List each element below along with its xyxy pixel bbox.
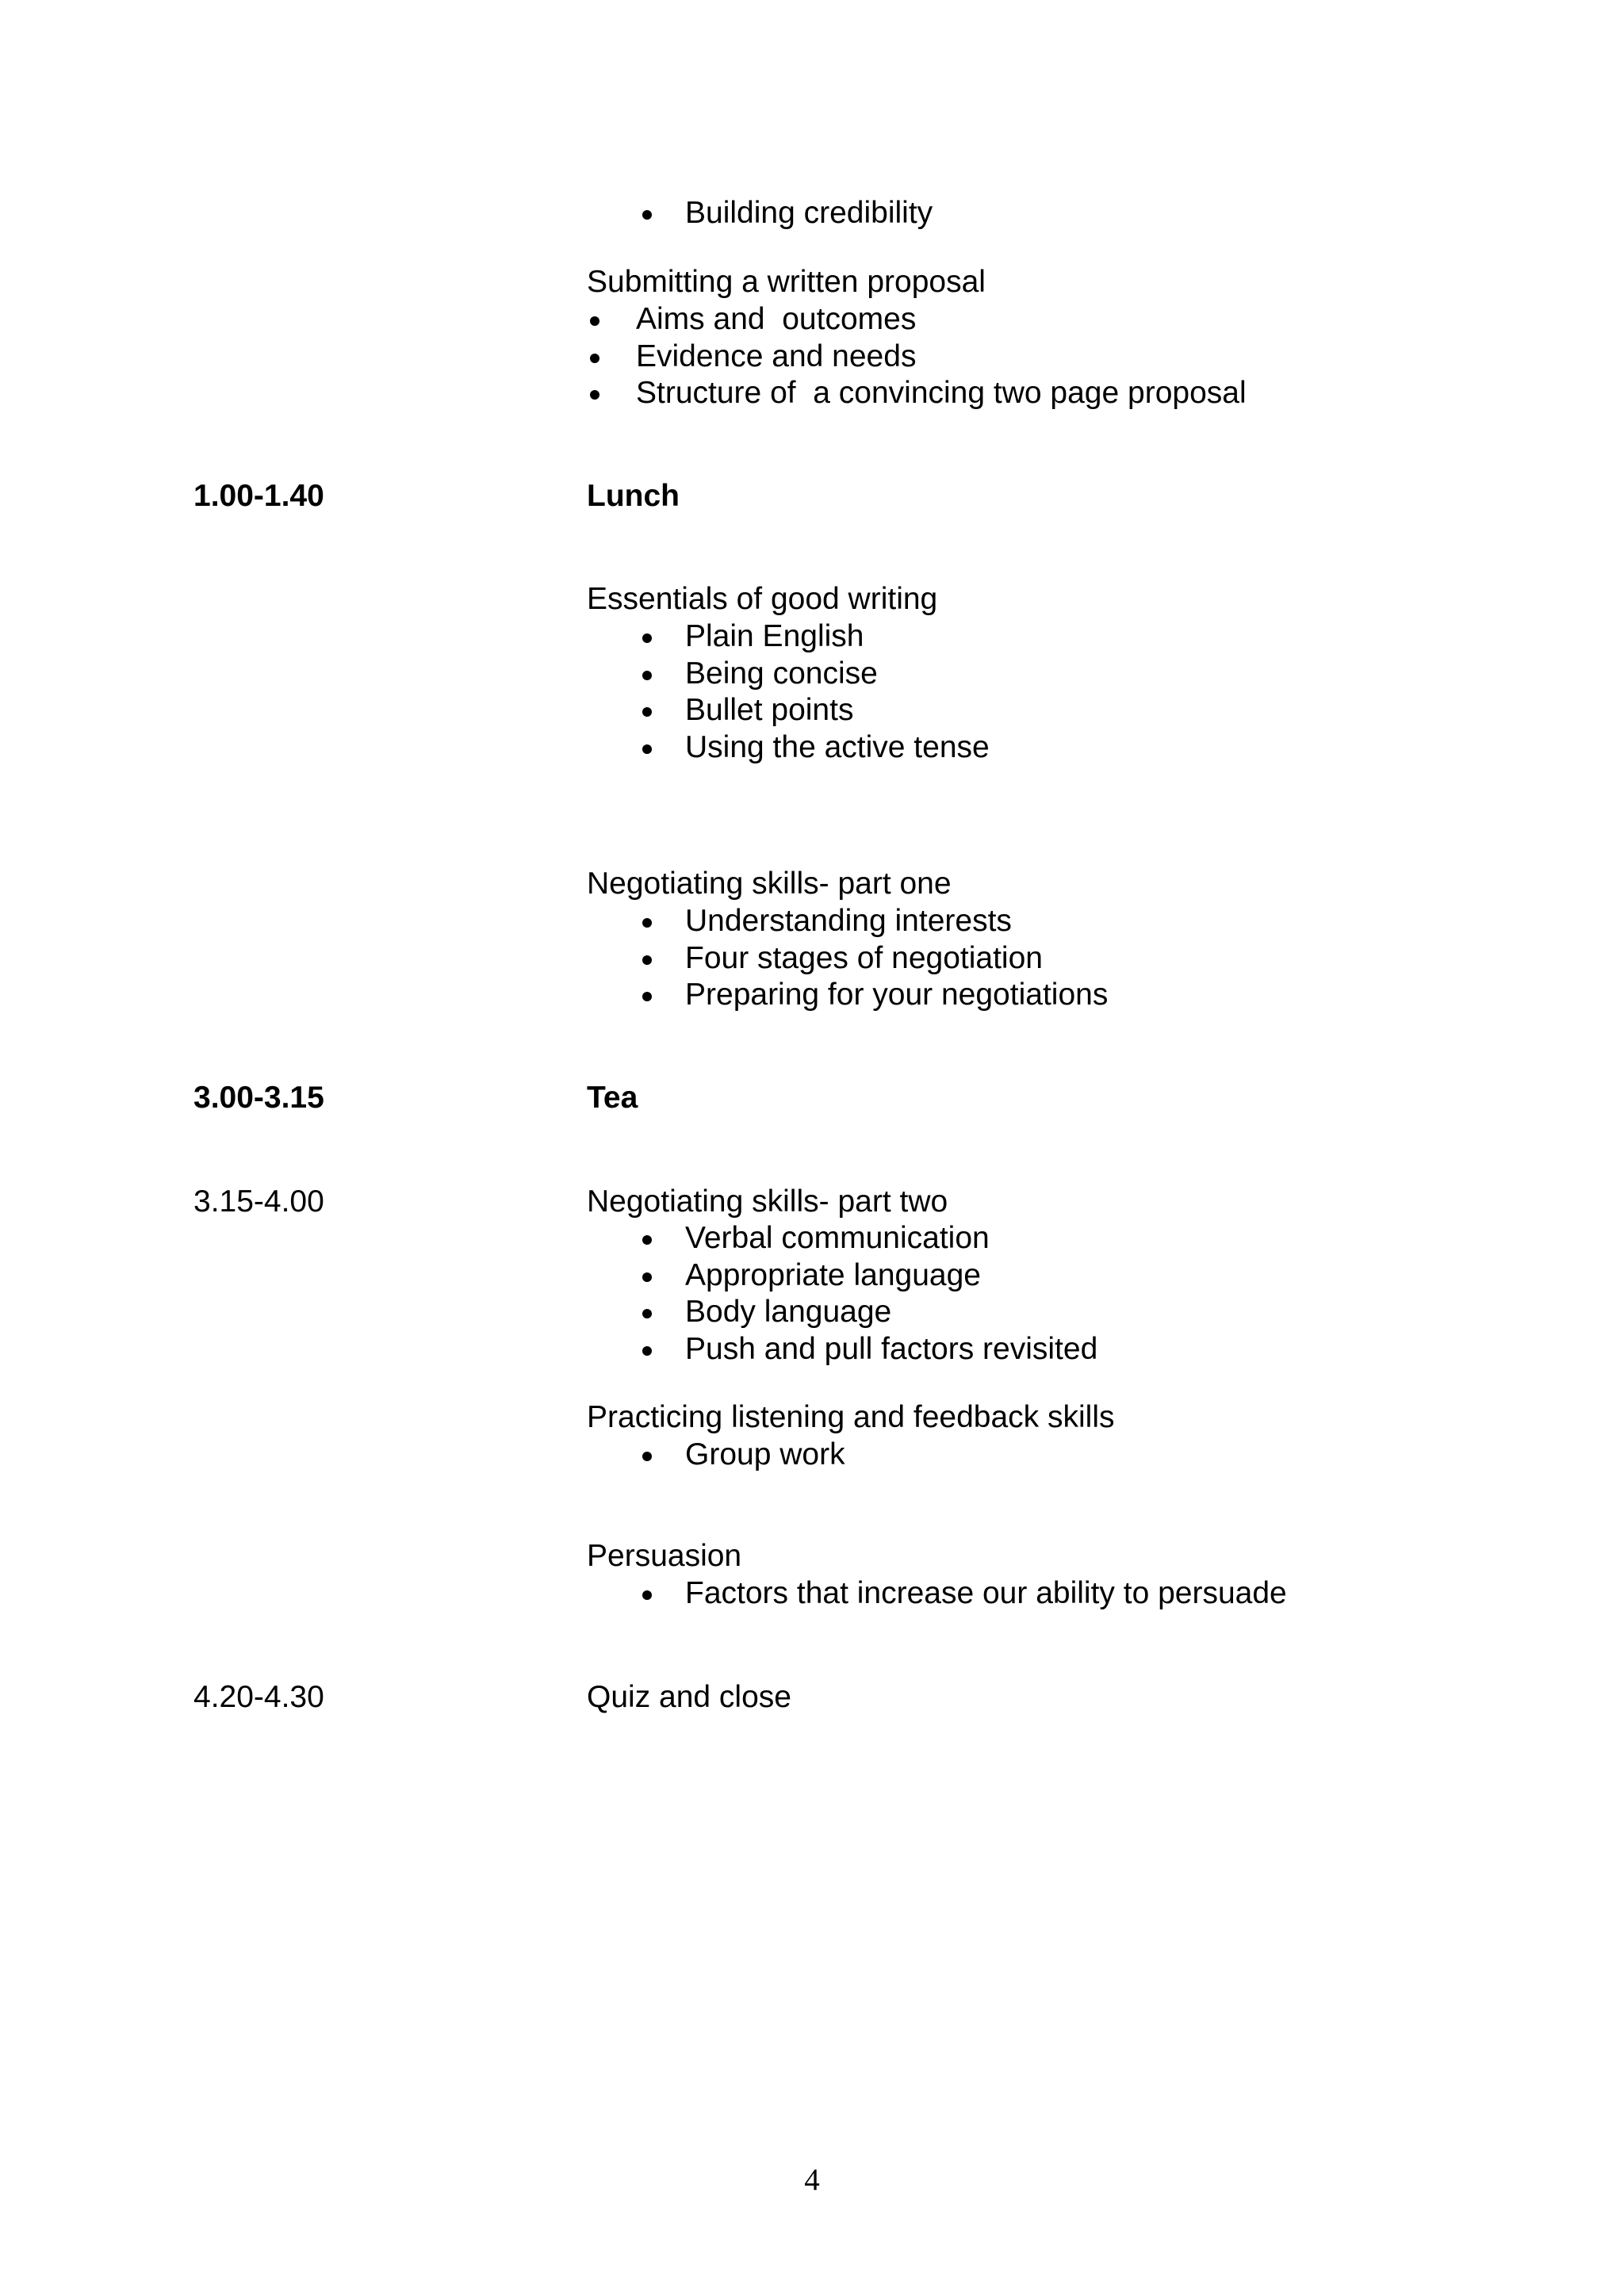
section-heading: Persuasion [587,1539,742,1573]
bullet-item: Factors that increase our ability to persuade [685,1576,1287,1610]
bullet-item: Push and pull factors revisited [685,1332,1098,1366]
bullet-item: Appropriate language [685,1258,981,1292]
section-heading: Essentials of good writing [587,582,938,616]
time-tea: 3.00-3.15 [193,1081,324,1115]
bullet [642,210,652,220]
section-heading: Negotiating skills- part one [587,867,952,901]
bullet-item: Four stages of negotiation [685,941,1043,975]
bullet [642,707,652,717]
bullet-item: Understanding interests [685,904,1012,938]
bullet [590,354,599,363]
bullet [642,1309,652,1318]
bullet [590,316,599,326]
bullet-item: Structure of a convincing two page proposal [636,376,1247,410]
bullet-item: Plain English [685,619,864,653]
bullet-item: Being concise [685,656,878,691]
bullet [642,1346,652,1356]
section-heading: Negotiating skills- part two [587,1184,948,1219]
bullet [642,671,652,680]
bullet-item: Aims and outcomes [636,302,917,336]
bullet-item: Bullet points [685,693,854,727]
time-lunch: 1.00-1.40 [193,479,324,513]
bullet-item: Building credibility [685,196,933,230]
bullet [642,633,652,643]
bullet-item: Using the active tense [685,730,990,764]
bullet-item: Verbal communication [685,1221,990,1255]
bullet [642,1272,652,1282]
bullet [642,955,652,965]
bullet [642,1452,652,1461]
session-lunch: Lunch [587,479,680,513]
bullet-item: Group work [685,1437,845,1471]
page-number: 4 [804,2163,820,2197]
section-heading: Submitting a written proposal [587,265,986,299]
time-negotiating-two: 3.15-4.00 [193,1184,324,1219]
bullet [642,992,652,1001]
session-tea: Tea [587,1081,638,1115]
bullet [642,918,652,928]
section-heading: Practicing listening and feedback skills [587,1400,1115,1434]
bullet-item: Preparing for your negotiations [685,978,1109,1012]
bullet [590,390,599,400]
time-close: 4.20-4.30 [193,1680,324,1714]
bullet-item: Body language [685,1295,892,1329]
bullet-item: Evidence and needs [636,339,917,373]
bullet [642,1235,652,1245]
bullet [642,1590,652,1600]
bullet [642,744,652,754]
session-close: Quiz and close [587,1680,791,1714]
